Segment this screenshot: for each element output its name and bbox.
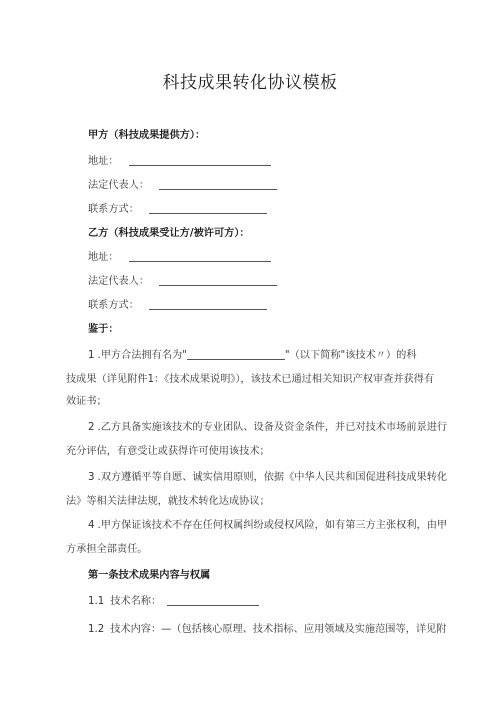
whereas-item-4-line1: [88, 516, 447, 531]
party-a-rep-label: 法定代表人：: [88, 180, 150, 191]
party-b-contact-blank[interactable]: [149, 308, 267, 310]
whereas-item-2-line1: [88, 418, 447, 433]
party-b-address-label: 地址：: [88, 252, 119, 263]
party-b-rep-blank[interactable]: [159, 284, 277, 286]
party-a-address-blank[interactable]: [129, 164, 271, 166]
whereas-item-1-line3: 效证书；: [66, 396, 107, 407]
whereas-item-4-line2: 方承担全部责任。: [66, 544, 148, 555]
whereas-item-2-text: .乙方具备实施该技术的专业团队、设备及资金条件，并已对技术市场前景进行: [97, 422, 448, 433]
article-1-item-1: [88, 592, 259, 607]
party-b-rep-label: 法定代表人：: [88, 276, 150, 287]
technology-name-field-blank[interactable]: [167, 604, 259, 606]
party-b-rep-row: [88, 272, 277, 287]
party-a-rep-blank[interactable]: [159, 188, 277, 190]
whereas-item-4-text: .甲方保证该技术不存在任何权属纠纷或侵权风险，如有第三方主张权利，由甲: [97, 520, 448, 531]
party-b-address-blank[interactable]: [129, 260, 271, 262]
whereas-item-1-line1: [88, 346, 417, 361]
party-b-heading: 乙方（科技成果受让方/被许可方）：: [88, 228, 250, 239]
whereas-item-1-text-a: .甲方合法拥有名为": [97, 350, 187, 361]
whereas-item-2-num: 2: [88, 422, 95, 433]
article-1-item-2-text: 技术内容：—（包括核心原理、技术指标、应用领域及实施范围等，详见附: [110, 624, 447, 635]
party-b-contact-row: [88, 296, 267, 311]
whereas-item-3-line2: 法》等相关法律法规，就技术转化达成协议；: [66, 496, 270, 507]
article-1-item-2: [88, 620, 446, 635]
article-1-item-1-num: 1.1: [88, 596, 105, 607]
party-a-address-label: 地址：: [88, 156, 119, 167]
whereas-item-4-num: 4: [88, 520, 95, 531]
article-1-item-1-label: 技术名称：: [110, 596, 162, 607]
article-1-item-2-num: 1.2: [88, 624, 105, 635]
whereas-item-2-line2: 充分评估，有意受让或获得许可使用该技术；: [66, 446, 270, 457]
party-b-contact-label: 联系方式：: [88, 300, 139, 311]
whereas-item-3-text: .双方遵循平等自愿、诚实信用原则，依据《中华人民共和国促进科技成果转化: [97, 472, 448, 483]
party-a-contact-label: 联系方式：: [88, 204, 139, 215]
document-title: 科技成果转化协议模板: [162, 73, 338, 93]
article-1-heading: 第一条技术成果内容与权属: [88, 570, 211, 581]
whereas-item-3-num: 3: [88, 472, 95, 483]
whereas-heading: 鉴于：: [88, 324, 119, 335]
party-a-heading: 甲方（科技成果提供方）：: [88, 130, 206, 141]
party-a-address-row: [88, 152, 271, 167]
whereas-item-1-text-b: "（以下简称"该技术〃）的科: [284, 350, 417, 361]
technology-name-blank[interactable]: [187, 358, 285, 360]
party-a-rep-row: [88, 176, 277, 191]
party-a-contact-blank[interactable]: [149, 212, 267, 214]
whereas-item-3-line1: [88, 468, 447, 483]
whereas-item-1-line2: 技成果（详见附件1：《技术成果说明》），该技术已通过相关知识产权审查并获得有: [66, 374, 435, 385]
party-b-address-row: [88, 248, 271, 263]
whereas-item-1-num: 1: [88, 350, 95, 361]
party-a-contact-row: [88, 200, 267, 215]
